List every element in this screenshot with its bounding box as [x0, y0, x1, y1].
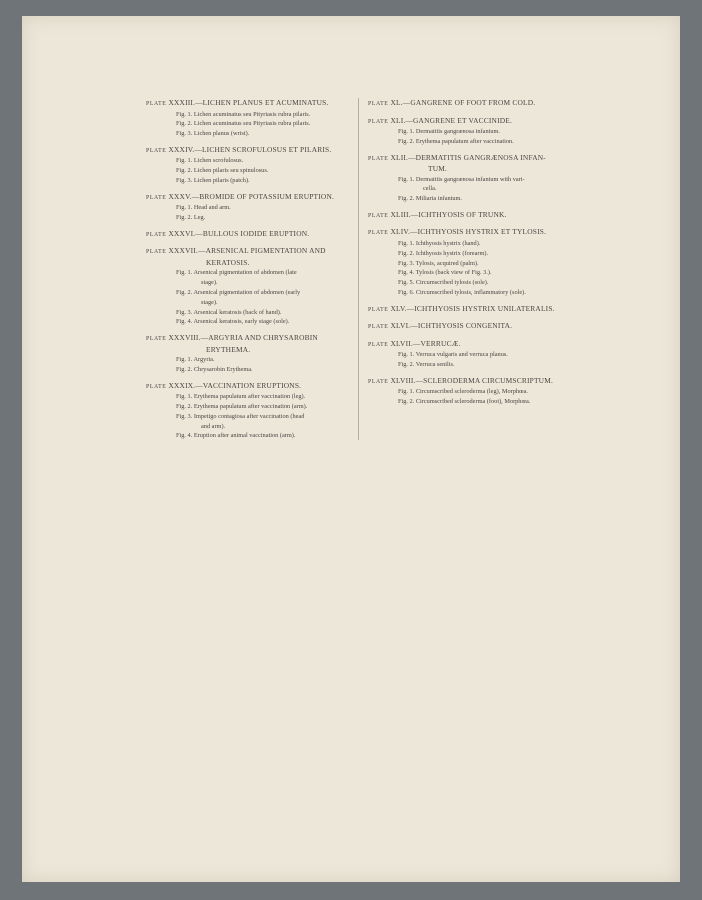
plate-label: PLATE: [146, 336, 167, 343]
figure-caption: Fig. 1. Erythema papulatum after vaccination (leg).: [176, 393, 306, 401]
plate-entry: [368, 321, 580, 333]
plate-entry: [146, 246, 358, 327]
plate-heading: [368, 339, 580, 351]
figure-caption: Fig. 2. Erythema papulatum after vaccination (arm).: [176, 403, 308, 411]
plate-title: XXXIV.—LICHEN SCROFULOSUS ET PILARIS.: [168, 144, 332, 154]
figure-caption: Fig. 2. Arsenical pigmentation of abdomen (early: [176, 288, 301, 296]
plate-heading: [146, 98, 358, 110]
figure-caption: Fig. 3. Arsenical keratosis (back of hand).: [176, 308, 282, 316]
plate-label: PLATE: [146, 231, 167, 238]
figure-caption: Fig. 2. Erythema papulatum after vaccination.: [398, 137, 514, 145]
figure-caption: Fig. 4. Arsenical keratosis, early stage (sole).: [176, 318, 290, 326]
plate-heading: [146, 192, 358, 204]
figure-caption: and arm).: [201, 422, 226, 430]
figure-caption: Fig. 6. Circumscribed tylosis, inflammatory (sole).: [398, 288, 526, 296]
plate-label: PLATE: [368, 118, 389, 125]
plate-heading: [368, 304, 580, 316]
plate-list-left-column: [146, 98, 358, 447]
plate-title: XXXVI.—BULLOUS IODIDE ERUPTION.: [168, 228, 310, 238]
figure-caption: Fig. 2. Circumscribed scleroderma (foot), Morphœa.: [398, 398, 531, 406]
plate-heading: [146, 145, 358, 157]
figure-caption: Fig. 2. Verruca senilis.: [398, 361, 455, 369]
plate-title: XLII.—DERMATITIS GANGRÆNOSA INFAN-: [390, 152, 546, 162]
figure-caption: Fig. 1. Head and arm.: [176, 204, 231, 212]
plate-heading: [146, 229, 358, 241]
figure-caption: Fig. 1. Dermatitis gangrænosa infantum with vari-: [398, 175, 525, 183]
plate-entry: [146, 98, 358, 139]
plate-title: XLVI.—ICHTHYOSIS CONGENITA.: [390, 321, 513, 331]
figure-caption: cella.: [423, 185, 437, 193]
plate-heading: [368, 153, 580, 175]
plate-title: XXXVII.—ARSENICAL PIGMENTATION AND: [168, 246, 326, 256]
figure-caption: Fig. 1. Verruca vulgaris and verruca planus.: [398, 351, 508, 359]
figure-caption: Fig. 4. Eruption after animal vaccination (arm).: [176, 432, 296, 440]
figure-caption: Fig. 1. Dermatitis gangrænosa infantum.: [398, 128, 500, 135]
plate-title: XL.—GANGRENE OF FOOT FROM COLD.: [390, 98, 536, 107]
plate-title: XXXIII.—LICHEN PLANUS ET ACUMINATUS.: [168, 98, 329, 107]
plate-title: XXXVIII.—ARGYRIA AND CHRYSAROBIN: [168, 333, 318, 343]
plate-heading: [146, 381, 358, 393]
document-page: [22, 16, 680, 882]
plate-label: PLATE: [368, 155, 389, 162]
plate-list-right-column: [368, 98, 580, 413]
plate-title: XLIV.—ICHTHYOSIS HYSTRIX ET TYLOSIS.: [390, 227, 547, 237]
figure-caption: Fig. 2. Ichthyosis hystrix (forearm).: [398, 249, 489, 257]
plate-title-continued: KERATOSIS.: [206, 257, 250, 267]
plate-label: PLATE: [368, 324, 389, 331]
plate-entry: [146, 229, 358, 241]
figure-caption: Fig. 2. Miliaria infantum.: [398, 195, 463, 203]
figure-caption: Fig. 3. Tylosis, acquired (palm).: [398, 259, 479, 267]
plate-heading: [146, 246, 358, 268]
figure-caption: Fig. 3. Impetigo contagiosa after vaccination (head: [176, 412, 305, 420]
plate-label: PLATE: [368, 212, 389, 219]
plate-title: XLVII.—VERRUCÆ.: [390, 338, 461, 348]
plate-label: PLATE: [146, 383, 167, 390]
plate-title: XXXIX.—VACCINATION ERUPTIONS.: [168, 380, 302, 390]
plate-label: PLATE: [146, 194, 167, 201]
plate-label: PLATE: [146, 101, 167, 107]
figure-caption: Fig. 2. Lichen acuminatus seu Pityriasis rubra pilaris.: [176, 120, 311, 128]
figure-caption: Fig. 1. Argyria.: [176, 356, 215, 364]
figure-caption: Fig. 1. Lichen acuminatus seu Pityriasis rubra pilaris.: [176, 110, 311, 118]
plate-label: PLATE: [368, 101, 389, 107]
figure-caption: Fig. 1. Ichthyosis hystrix (hand).: [398, 239, 481, 247]
figure-caption: Fig. 2. Leg.: [176, 214, 206, 222]
figure-caption: Fig. 1. Lichen scrofulosus.: [176, 157, 244, 165]
plate-entry: [368, 304, 580, 316]
plate-entry: [368, 116, 580, 147]
plate-label: PLATE: [368, 378, 389, 385]
plate-heading: [368, 116, 580, 128]
figure-caption: Fig. 1. Circumscribed scleroderma (leg), Morphœa.: [398, 388, 528, 396]
figure-caption: stage).: [201, 279, 218, 287]
figure-caption: Fig. 2. Lichen pilaris seu spinulosus.: [176, 167, 269, 175]
plate-entry: [146, 381, 358, 441]
plate-label: PLATE: [146, 147, 167, 154]
plate-label: PLATE: [368, 341, 389, 348]
plate-entry: [146, 192, 358, 223]
figure-caption: stage).: [201, 298, 218, 306]
plate-entry: [368, 98, 580, 110]
plate-title: XXXV.—BROMIDE OF POTASSIUM ERUPTION.: [168, 191, 335, 201]
plate-entry: [368, 376, 580, 407]
plate-label: PLATE: [146, 249, 167, 256]
plate-entry: [368, 339, 580, 370]
figure-caption: Fig. 4. Tylosis (back view of Fig. 3.).: [398, 269, 492, 277]
plate-label: PLATE: [368, 230, 389, 237]
plate-heading: [368, 321, 580, 333]
figure-caption: Fig. 1. Arsenical pigmentation of abdomen (late: [176, 269, 297, 277]
plate-title: XLI.—GANGRENE ET VACCINIDE.: [390, 115, 513, 125]
plate-label: PLATE: [368, 306, 389, 313]
figure-caption: Fig. 5. Circumscribed tylosis (sole).: [398, 279, 489, 287]
plate-entry: [368, 227, 580, 297]
figure-caption: Fig. 3. Lichen pilaris (patch).: [176, 176, 250, 184]
figure-caption: Fig. 3. Lichen planus (wrist).: [176, 130, 250, 138]
plate-heading: [368, 210, 580, 222]
column-divider: [358, 98, 359, 440]
plate-title: XLV.—ICHTHYOSIS HYSTRIX UNILATERALIS.: [390, 303, 555, 313]
plate-title: XLVIII.—SCLERODERMA CIRCUMSCRIPTUM.: [390, 375, 554, 385]
plate-title: XLIII.—ICHTHYOSIS OF TRUNK.: [390, 209, 507, 219]
plate-title-continued: ERYTHEMA.: [206, 344, 251, 354]
figure-caption: Fig. 2. Chrysarobin Erythema.: [176, 365, 253, 373]
plate-heading: [368, 98, 580, 110]
plate-entry: [368, 153, 580, 204]
plate-heading: [368, 376, 580, 388]
plate-heading: [146, 333, 358, 355]
plate-heading: [368, 227, 580, 239]
plate-entry: [146, 145, 358, 186]
plate-entry: [146, 333, 358, 375]
plate-entry: [368, 210, 580, 222]
plate-title-continued: TUM.: [428, 164, 448, 174]
